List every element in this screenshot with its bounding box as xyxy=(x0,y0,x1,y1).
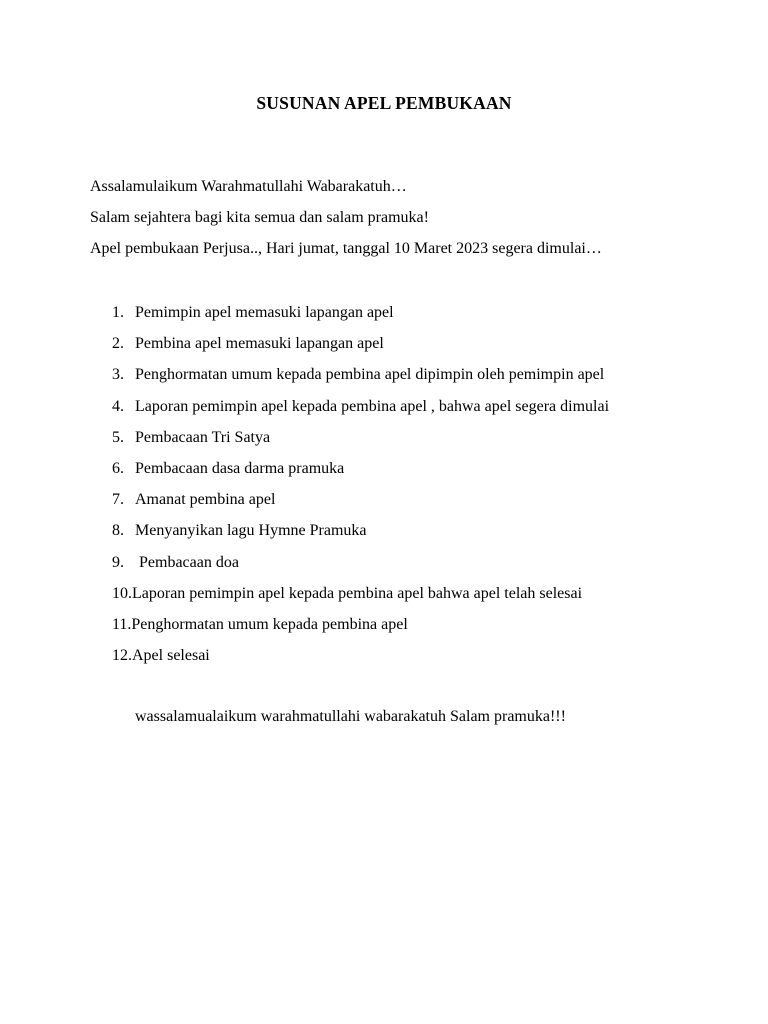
list-item xyxy=(112,489,609,520)
list-text: Pembina apel memasuki lapangan apel xyxy=(135,335,384,353)
list-item xyxy=(112,302,609,333)
list-number: 2. xyxy=(112,335,124,353)
list-text: Penghormatan umum kepada pembina apel xyxy=(131,615,408,633)
list-number: 8. xyxy=(112,522,124,540)
list-number: 6. xyxy=(112,459,124,477)
list-item xyxy=(112,333,609,364)
list-text: Menyanyikan lagu Hymne Pramuka xyxy=(135,522,367,540)
list-text: Laporan pemimpin apel kepada pembina apel , bahwa apel segera dimulai xyxy=(135,397,610,415)
list-text: Penghormatan umum kepada pembina apel dipimpin oleh pemimpin apel xyxy=(135,366,605,384)
document-title: SUSUNAN APEL PEMBUKAAN xyxy=(256,93,512,113)
list-text: Pemimpin apel memasuki lapangan apel xyxy=(135,304,394,321)
list-item xyxy=(112,520,609,551)
list-number: 5. xyxy=(112,428,124,446)
list-number: 12. xyxy=(112,647,132,665)
list-item xyxy=(112,396,609,427)
list-text: Amanat pembina apel xyxy=(135,491,276,509)
list-item xyxy=(112,552,609,583)
list-item xyxy=(112,427,609,458)
list-text: Laporan pemimpin apel kepada pembina apel bahwa apel telah selesai xyxy=(132,584,583,602)
list-item xyxy=(112,458,609,489)
list-text: Pembacaan dasa darma pramuka xyxy=(135,459,345,477)
opening-announcement: Apel pembukaan Perjusa.., Hari jumat, tanggal 10 Maret 2023 segera dimulai… xyxy=(90,240,602,257)
list-number: 10. xyxy=(112,584,132,602)
list-text: Pembacaan Tri Satya xyxy=(135,428,271,446)
list-item xyxy=(112,614,609,645)
list-number: 4. xyxy=(112,397,124,415)
list-number: 3. xyxy=(112,366,124,384)
list-text: Pembacaan doa xyxy=(135,553,239,571)
list-number: 9. xyxy=(112,553,124,571)
list-item xyxy=(112,583,609,614)
list-item xyxy=(112,364,609,395)
list-number: 1. xyxy=(112,304,124,321)
agenda-list xyxy=(112,302,609,676)
list-number: 11. xyxy=(112,615,132,633)
list-item xyxy=(112,645,609,676)
opening-salutation: Salam sejahtera bagi kita semua dan salam pramuka! xyxy=(90,209,429,226)
closing-greeting: wassalamualaikum warahmatullahi wabarakatuh Salam pramuka!!! xyxy=(135,708,566,725)
list-text: Apel selesai xyxy=(132,647,210,665)
list-number: 7. xyxy=(112,491,124,509)
opening-greeting: Assalamulaikum Warahmatullahi Wabarakatuh… xyxy=(90,178,407,195)
